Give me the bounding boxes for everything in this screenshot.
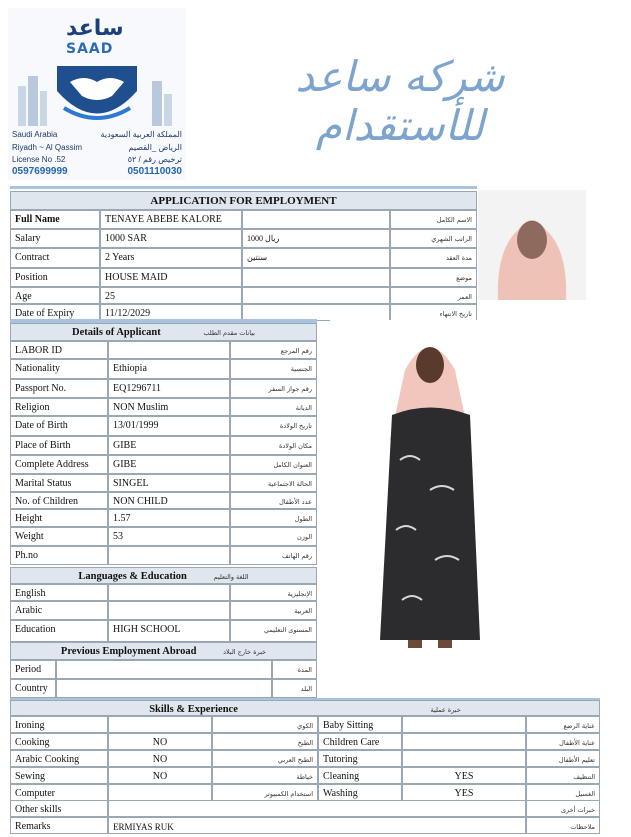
skills-header (10, 700, 600, 716)
skill-value: NO (108, 767, 212, 784)
detail-label-ar: مكان الولادة (230, 436, 317, 455)
handshake-icon (12, 56, 182, 136)
detail-label: Complete Address (10, 455, 108, 474)
detail-value: NON CHILD (108, 492, 230, 509)
detail-label: Weight (10, 527, 108, 546)
detail-label-ar: العنوان الكامل (230, 455, 317, 474)
skill-label: Cleaning (318, 767, 402, 784)
remarks-ar: ملاحظات (526, 817, 600, 834)
detail-label-ar: عدد الأطفال (230, 492, 317, 509)
other-skills-ar: خبرات أخرى (526, 800, 600, 817)
form-title: APPLICATION FOR EMPLOYMENT (10, 191, 477, 210)
detail-label-ar: رقم جواز السفر (230, 379, 317, 398)
detail-value: GIBE (108, 455, 230, 474)
detail-label: Marital Status (10, 474, 108, 492)
detail-label-ar: رقم المرجع (230, 341, 317, 359)
skill-value (402, 716, 526, 733)
previous-title: Previous Employment Abroad (60, 646, 197, 657)
detail-value: 13/01/1999 (108, 416, 230, 436)
remarks-value: ERMIYAS RUK (108, 817, 526, 834)
skill-label-ar: الغسيل (526, 784, 600, 801)
skill-value: YES (402, 767, 526, 784)
skill-label-ar: عناية الرضع (526, 716, 600, 733)
form-label-ar: العمر (390, 287, 477, 304)
language-label-ar: الإنجليزية (230, 584, 317, 601)
detail-label: Ph.no (10, 546, 108, 565)
detail-label: Passport No. (10, 379, 108, 398)
detail-label-ar: الحالة الاجتماعية (230, 474, 317, 492)
logo-city-en: Riyadh ~ Al Qassim (12, 143, 83, 152)
skill-value (108, 784, 212, 801)
detail-value: SINGEL (108, 474, 230, 492)
detail-label-ar: الديانة (230, 398, 317, 416)
detail-label: Nationality (10, 359, 108, 379)
form-label: Position (10, 268, 100, 287)
detail-label-ar: تاريخ الولادة (230, 416, 317, 436)
language-label: Education (10, 620, 108, 642)
applicant-portrait (478, 190, 586, 300)
skill-label: Washing (318, 784, 402, 801)
skill-label: Tutoring (318, 750, 402, 767)
skill-label: Ironing (10, 716, 108, 733)
logo-country-ar: المملكة العربية السعودية (100, 130, 182, 139)
detail-value: 53 (108, 527, 230, 546)
previous-label-ar: المدة (272, 660, 317, 679)
previous-value (56, 679, 272, 698)
language-label: Arabic (10, 601, 108, 620)
skill-value: YES (402, 784, 526, 801)
detail-label-ar: رقم الهاتف (230, 546, 317, 565)
skill-label: Computer (10, 784, 108, 801)
detail-label-ar: الوزن (230, 527, 317, 546)
form-label-ar: مدة العقد (390, 248, 477, 268)
detail-label: Place of Birth (10, 436, 108, 455)
languages-title-ar: اللغة والتعليم (213, 573, 249, 581)
form-value: 2 Years (100, 248, 242, 268)
language-label-ar: المستوى التعليمي (230, 620, 317, 642)
form-value: 11/12/2029 (100, 304, 242, 321)
form-label-ar: الراتب الشهري (390, 229, 477, 248)
skill-value (108, 716, 212, 733)
form-label: Age (10, 287, 100, 304)
logo-brand-english: SAAD (66, 41, 114, 57)
details-title: Details of Applicant (72, 327, 161, 338)
skills-title: Skills & Experience (149, 704, 238, 715)
company-logo (8, 8, 186, 180)
form-extra (242, 287, 390, 304)
skill-value (402, 733, 526, 750)
form-value: 25 (100, 287, 242, 304)
skill-value (402, 750, 526, 767)
detail-value: EQ1296711 (108, 379, 230, 398)
skill-value: NO (108, 733, 212, 750)
detail-value: GIBE (108, 436, 230, 455)
form-label: Date of Expiry (10, 304, 100, 321)
logo-phone-1: 0597699999 (12, 166, 68, 177)
detail-value: NON Muslim (108, 398, 230, 416)
logo-country-en: Saudi Arabia (12, 130, 58, 139)
form-extra (242, 268, 390, 287)
detail-value: 1.57 (108, 509, 230, 527)
skill-label-ar: تعليم الأطفال (526, 750, 600, 767)
skill-label-ar: خياطة (212, 767, 318, 784)
skill-label: Children Care (318, 733, 402, 750)
form-extra: سنتين (242, 248, 390, 268)
form-label: Contract (10, 248, 100, 268)
languages-title: Languages & Education (78, 571, 187, 582)
company-title: شركه ساعد للأستقدام (295, 52, 505, 150)
skills-title-ar: خبرة عملية (430, 706, 461, 714)
form-label-ar: تاريخ الانتهاء (390, 304, 477, 321)
form-value: TENAYE ABEBE KALORE (100, 210, 242, 229)
detail-label: Religion (10, 398, 108, 416)
detail-label: No. of Children (10, 492, 108, 509)
skill-label-ar: الطبخ (212, 733, 318, 750)
logo-phone-2: 0501110030 (127, 166, 182, 177)
language-label: English (10, 584, 108, 601)
detail-value (108, 546, 230, 565)
form-label-ar: موضع (390, 268, 477, 287)
skill-label: Sewing (10, 767, 108, 784)
skill-label: Baby Sitting (318, 716, 402, 733)
details-title-ar: بيانات مقدم الطلب (203, 329, 255, 337)
skill-label: Cooking (10, 733, 108, 750)
form-extra (242, 210, 390, 229)
previous-value (56, 660, 272, 679)
logo-license-en: License No .52 (12, 155, 66, 164)
logo-brand-arabic: ساعد (66, 16, 124, 41)
language-value (108, 601, 230, 620)
skill-label-ar: عناية الأطفال (526, 733, 600, 750)
skill-label-ar: استخدام الكمبيوتر (212, 784, 318, 801)
languages-header (10, 567, 317, 584)
remarks-label: Remarks (10, 817, 108, 834)
skill-value: NO (108, 750, 212, 767)
applicant-full-photo (330, 320, 600, 660)
detail-value: Ethiopia (108, 359, 230, 379)
detail-value (108, 341, 230, 359)
divider (10, 186, 477, 189)
language-value: HIGH SCHOOL (108, 620, 230, 642)
other-skills-label: Other skills (10, 800, 108, 817)
previous-label: Country (10, 679, 56, 698)
detail-label: Height (10, 509, 108, 527)
detail-label-ar: الطول (230, 509, 317, 527)
previous-label: Period (10, 660, 56, 679)
logo-license-ar: ترخيص رقم / ٥٢ (127, 155, 182, 164)
detail-label-ar: الجنسية (230, 359, 317, 379)
form-value: 1000 SAR (100, 229, 242, 248)
skill-label-ar: التنظيف (526, 767, 600, 784)
details-header (10, 323, 317, 341)
detail-label: Date of Birth (10, 416, 108, 436)
detail-label: LABOR ID (10, 341, 108, 359)
previous-header (10, 642, 317, 660)
skill-label: Arabic Cooking (10, 750, 108, 767)
language-value (108, 584, 230, 601)
form-extra: 1000 ريال (242, 229, 390, 248)
skill-label-ar: الكوي (212, 716, 318, 733)
form-value: HOUSE MAID (100, 268, 242, 287)
form-label: Full Name (10, 210, 100, 229)
logo-city-ar: الرياض _القصيم (128, 143, 182, 152)
previous-label-ar: البلد (272, 679, 317, 698)
previous-title-ar: خبرة خارج البلاد (223, 648, 267, 656)
form-label-ar: الاسم الكامل (390, 210, 477, 229)
language-label-ar: العربية (230, 601, 317, 620)
form-label: Salary (10, 229, 100, 248)
skill-label-ar: الطبخ العربي (212, 750, 318, 767)
other-skills-value (108, 800, 526, 817)
